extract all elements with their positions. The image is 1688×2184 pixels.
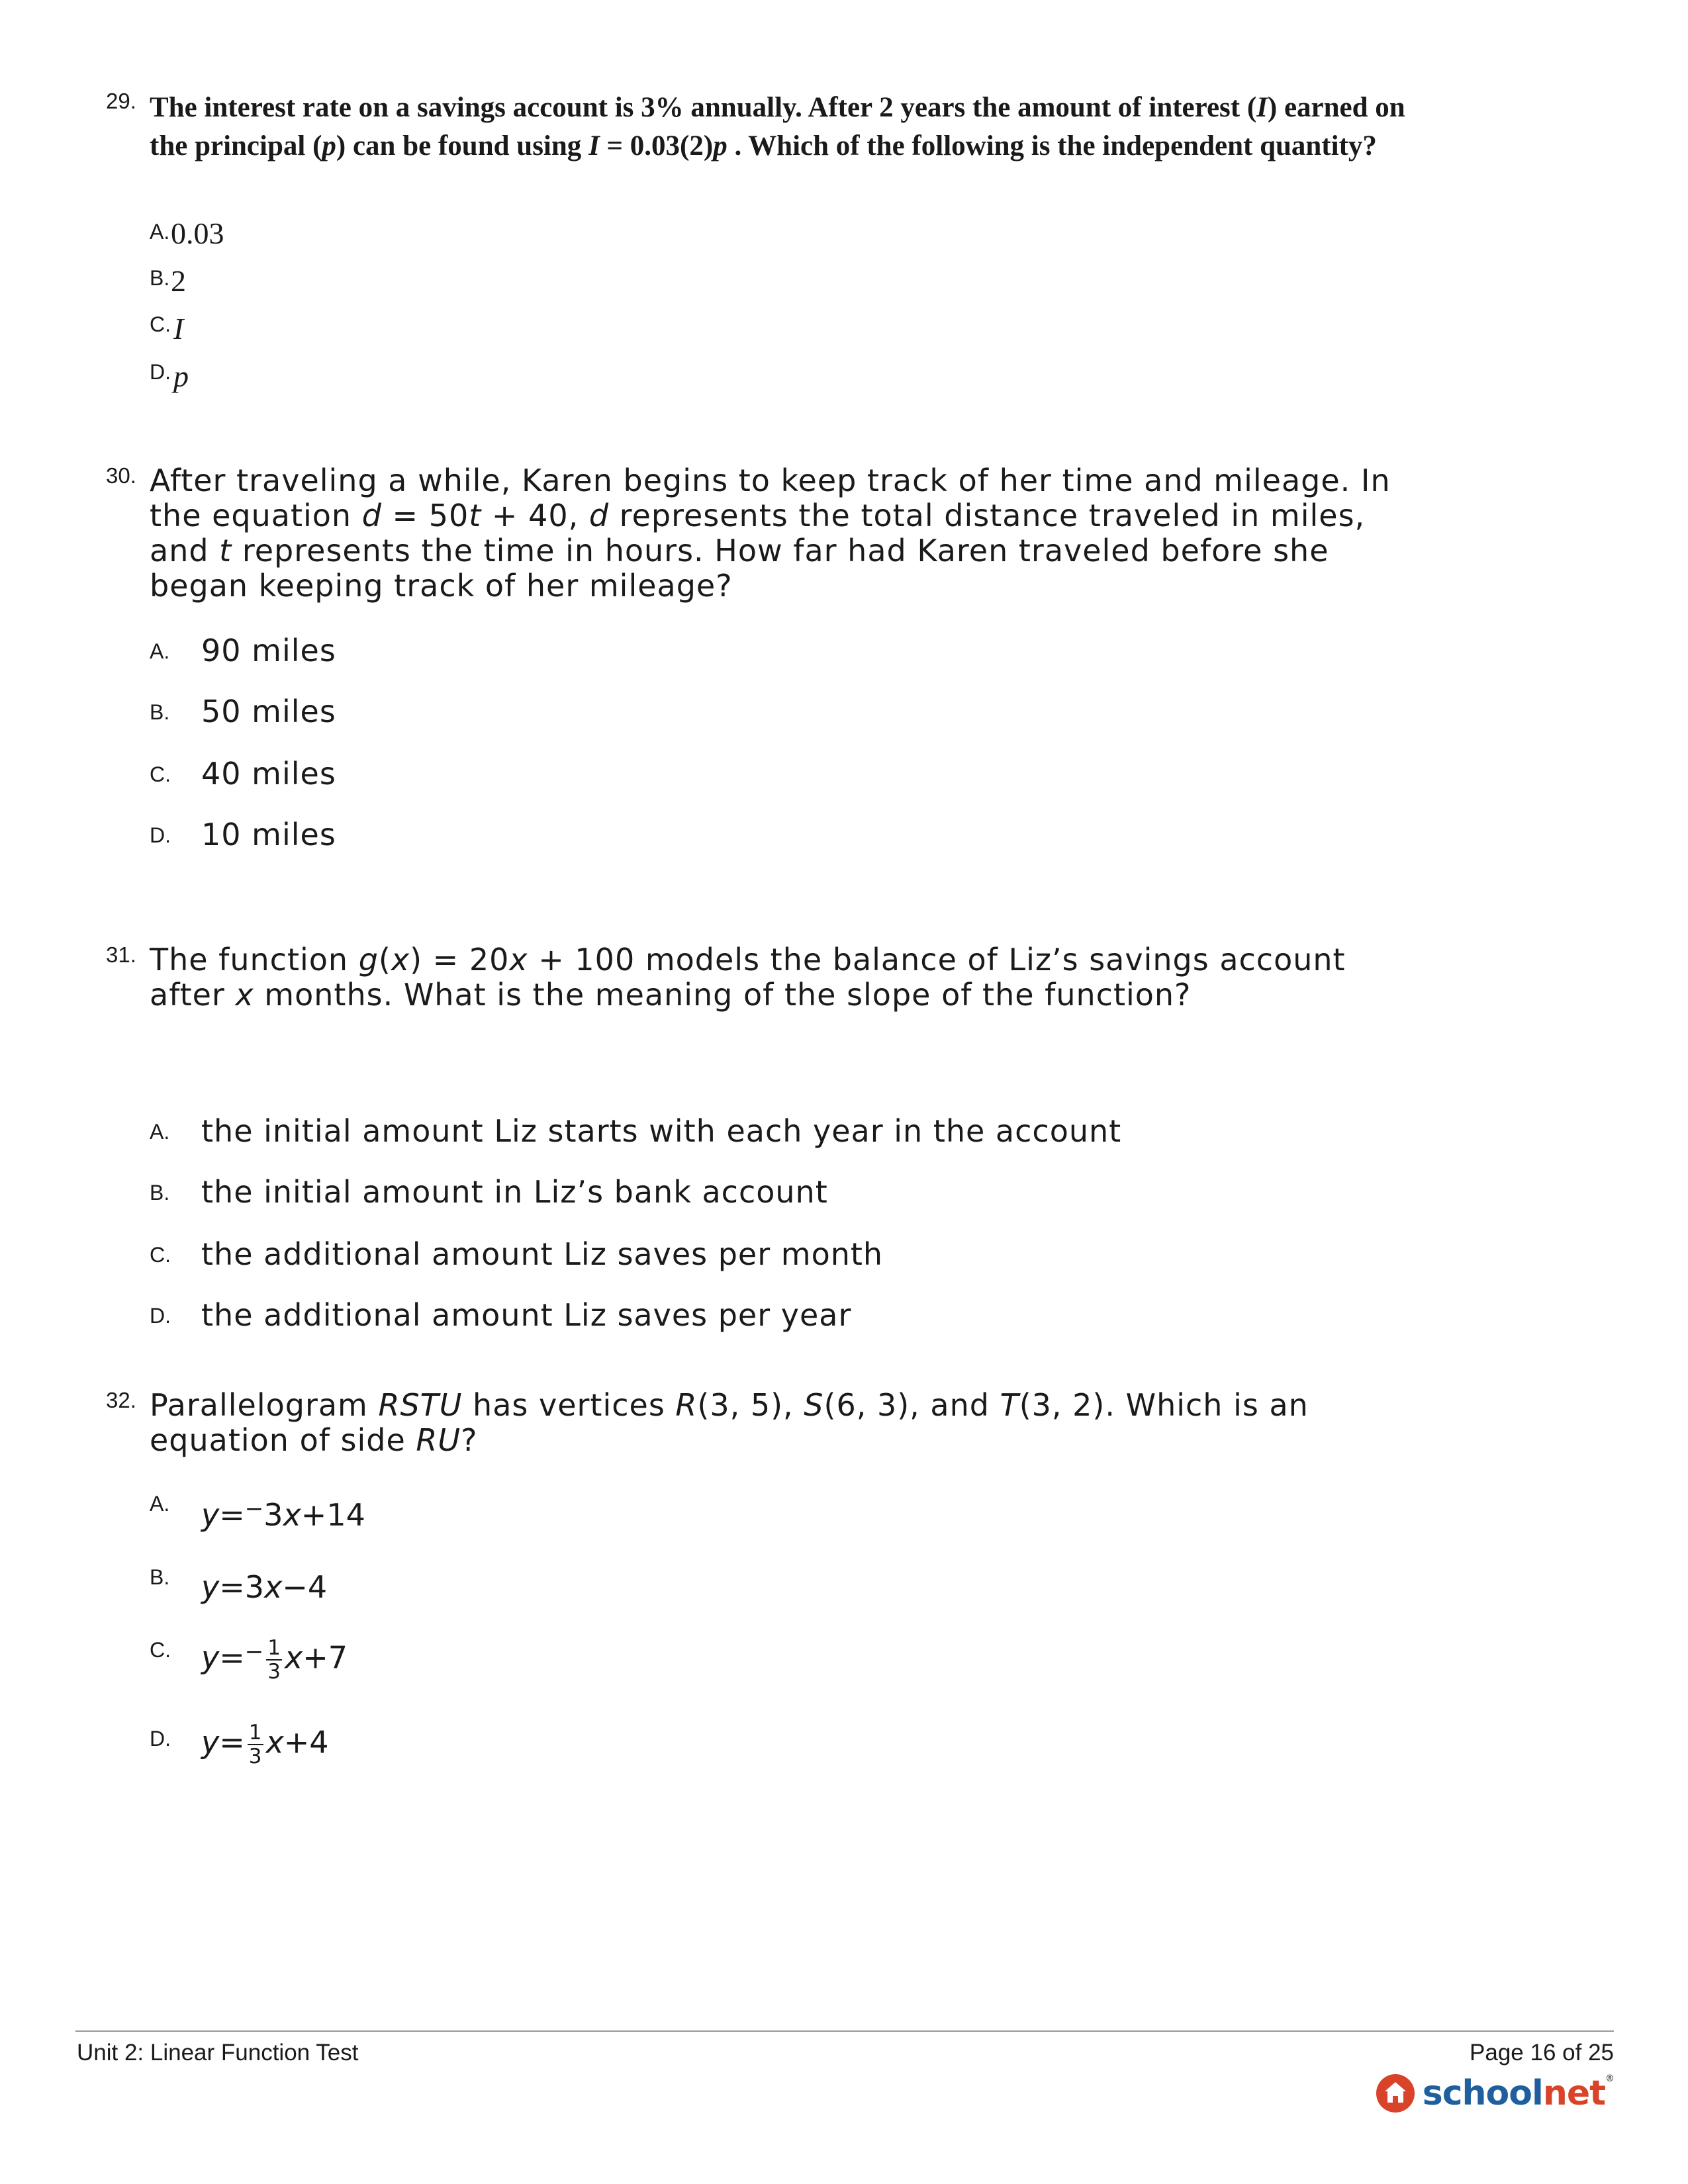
option-equation: y=−3x+14 — [201, 1496, 365, 1533]
option-text: 0.03 — [171, 216, 224, 250]
option-letter: D. — [150, 360, 171, 384]
option-text: the additional amount Liz saves per month — [201, 1236, 884, 1272]
question-number: 32. — [106, 1388, 136, 1412]
option-text: 40 miles — [201, 756, 336, 792]
question-stem: After traveling a while, Karen begins to keep track of her time and mileage. In the equation d = 50t + 40, d represents the total distance traveled in miles, and t represents the time in hours. How far had Karen traveled before she began keeping track of her mileage? — [150, 463, 1391, 604]
option-equation: y=3x−4 — [201, 1569, 328, 1605]
option-letter: D. — [150, 823, 171, 847]
option-text: the additional amount Liz saves per year — [201, 1297, 852, 1333]
logo-wordmark: schoolnet® — [1422, 2073, 1614, 2113]
option-letter: A. — [150, 639, 170, 663]
option-text: the initial amount in Liz’s bank account — [201, 1174, 828, 1210]
option-letter: A. — [150, 1120, 170, 1144]
option-text: 10 miles — [201, 817, 336, 852]
option-letter: B. — [150, 1181, 170, 1205]
schoolnet-logo — [1375, 2070, 1614, 2116]
option-letter: B. — [150, 700, 170, 724]
question-number: 29. — [106, 89, 136, 113]
question-number: 31. — [106, 942, 136, 967]
footer-divider — [75, 2030, 1614, 2032]
option-text: the initial amount Liz starts with each year in the account — [201, 1113, 1122, 1149]
question-stem: The function g(x) = 20x + 100 models the balance of Liz’s savings account after x months. What is the meaning of the slope of the function? — [150, 942, 1346, 1013]
option-letter: C. — [150, 762, 171, 786]
option-letter: C. — [150, 312, 171, 336]
option-equation: y=− $\frac{1}{3}$ x+7 — [201, 1636, 348, 1684]
question-stem: Parallelogram RSTU has vertices R(3, 5), S(6, 3), and T(3, 2). Which is an equation of side RU? — [150, 1387, 1309, 1458]
option-text: 90 miles — [201, 633, 336, 668]
option-letter: C. — [150, 1243, 171, 1267]
fraction: $\frac{1}{3}$ — [248, 1721, 262, 1768]
question-number: 30. — [106, 463, 136, 488]
option-text: 50 miles — [201, 694, 336, 729]
page-indicator: Page 16 of 25 — [1470, 2040, 1614, 2066]
question-stem: The interest rate on a savings account is 3% annually. After 2 years the amount of interest (I) earned on the principal (p) can be found using I = 0.03(2)p . Which of the following is the independent quantity? — [150, 92, 1405, 161]
option-text: p — [173, 359, 189, 393]
option-text: 2 — [171, 264, 186, 298]
option-equation: y= $\frac{1}{3}$ x+4 — [201, 1721, 329, 1768]
option-text: I — [173, 312, 184, 345]
house-icon — [1375, 2073, 1416, 2114]
option-letter: D. — [150, 1304, 171, 1328]
option-letter: A. — [150, 220, 170, 244]
option-letter: D. — [150, 1727, 171, 1751]
footer-title: Unit 2: Linear Function Test — [77, 2040, 359, 2066]
option-letter: B. — [150, 1565, 170, 1589]
fraction: $\frac{1}{3}$ — [267, 1636, 281, 1684]
option-letter: B. — [150, 266, 170, 290]
option-letter: C. — [150, 1638, 171, 1662]
option-letter: A. — [150, 1492, 170, 1516]
